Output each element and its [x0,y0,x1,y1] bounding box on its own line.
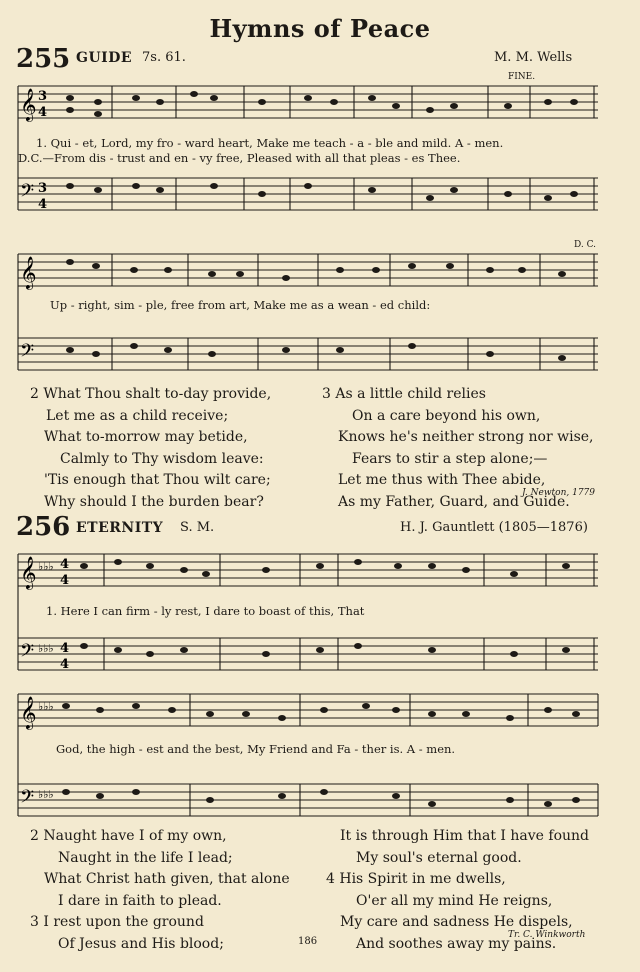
svg-text:4: 4 [38,197,48,212]
page-number: 186 [298,936,318,947]
hymn-number-255: 255 [16,44,71,74]
meter-255: 7s. 61. [142,50,186,65]
bass-clef-icon: 𝄢 [20,787,35,812]
time-signature: 3 [38,89,48,104]
hymn255-system1 [0,80,640,220]
key-signature-flats: ♭♭♭ [38,560,54,573]
lyrics-255-line2: Up - right, sim - ple, free from art, Make me as a wean - ed child: [50,298,431,312]
treble-staff [18,694,598,726]
svg-text:♭♭♭: ♭♭♭ [38,788,54,801]
hymn-number-256: 256 [16,512,71,542]
treble-staff [18,554,598,586]
bass-clef-icon: 𝄢 [20,181,35,206]
svg-text:4: 4 [60,641,70,656]
lyrics-256-line1: 1. Here I can firm - ly rest, I dare to boast of this, That [46,604,365,618]
verses-256-col1: 2 Naught have I of my own, Naught in the life I lead; What Christ hath given, that alone I dare in faith to plead. 3 I rest upon the ground Of Jesus and His blood; [30,828,290,952]
dc-marking: D. C. [574,240,597,250]
treble-clef-icon: 𝄞 [20,556,37,589]
verse-255-2: 2 What Thou shalt to-day provide, Let me as a child receive; What to-morrow may betide, Calmly to Thy wisdom leave: 'Tis enough that Thou wilt care; Why should I the burden bear? [30,386,272,510]
composer-256: H. J. Gauntlett (1805—1876) [400,520,588,535]
lyrics-255-dc-line: D.C.—From dis - trust and en - vy free, Pleased with all that pleas - es Thee. [18,151,461,165]
time-signature: 4 [60,557,70,572]
svg-text:4: 4 [38,105,48,120]
svg-text:♭♭♭: ♭♭♭ [38,642,54,655]
treble-clef-icon: 𝄞 [20,256,37,289]
composer-255: M. M. Wells [494,50,573,65]
credit-255: J. Newton, 1779 [522,488,595,498]
hymn256-system2 [0,688,640,824]
treble-clef-icon: 𝄞 [20,696,37,729]
hymn255-system2 [0,248,640,378]
verse-255-3: 3 As a little child relies On a care beyond his own, Knows he's neither strong nor wise, Fears to stir a step alone;— Let me thus with Thee abide, As my Father, Guard, and Guide. [322,386,594,510]
svg-text:4: 4 [60,573,70,588]
bass-staff [18,338,598,370]
treble-clef-icon: 𝄞 [20,88,37,121]
lyrics-255-line1: 1. Qui - et, Lord, my fro - ward heart, Make me teach - a - ble and mild. A - men. [36,136,504,150]
tune-name-eternity: ETERNITY [76,520,164,536]
svg-text:4: 4 [60,657,70,672]
treble-staff [18,86,598,118]
credit-256: Tr. C. Winkworth [508,930,586,940]
bass-clef-icon: 𝄢 [20,341,35,366]
tune-name-guide: GUIDE [76,50,133,66]
svg-text:3: 3 [38,181,48,196]
bass-clef-icon: 𝄢 [20,641,35,666]
section-title: Hymns of Peace [209,14,431,43]
key-signature-flats: ♭♭♭ [38,700,54,713]
fine-marking: FINE. [508,72,536,82]
treble-staff [18,254,598,286]
verses-256-col2: It is through Him that I have found My soul's eternal good. 4 His Spirit in me dwells, O'er all my mind He reigns, My care and sadness He dispels, And soothes away my pains. [326,828,589,952]
meter-256: S. M. [180,520,215,535]
lyrics-256-line2: God, the high - est and the best, My Friend and Fa - ther is. A - men. [56,742,456,756]
